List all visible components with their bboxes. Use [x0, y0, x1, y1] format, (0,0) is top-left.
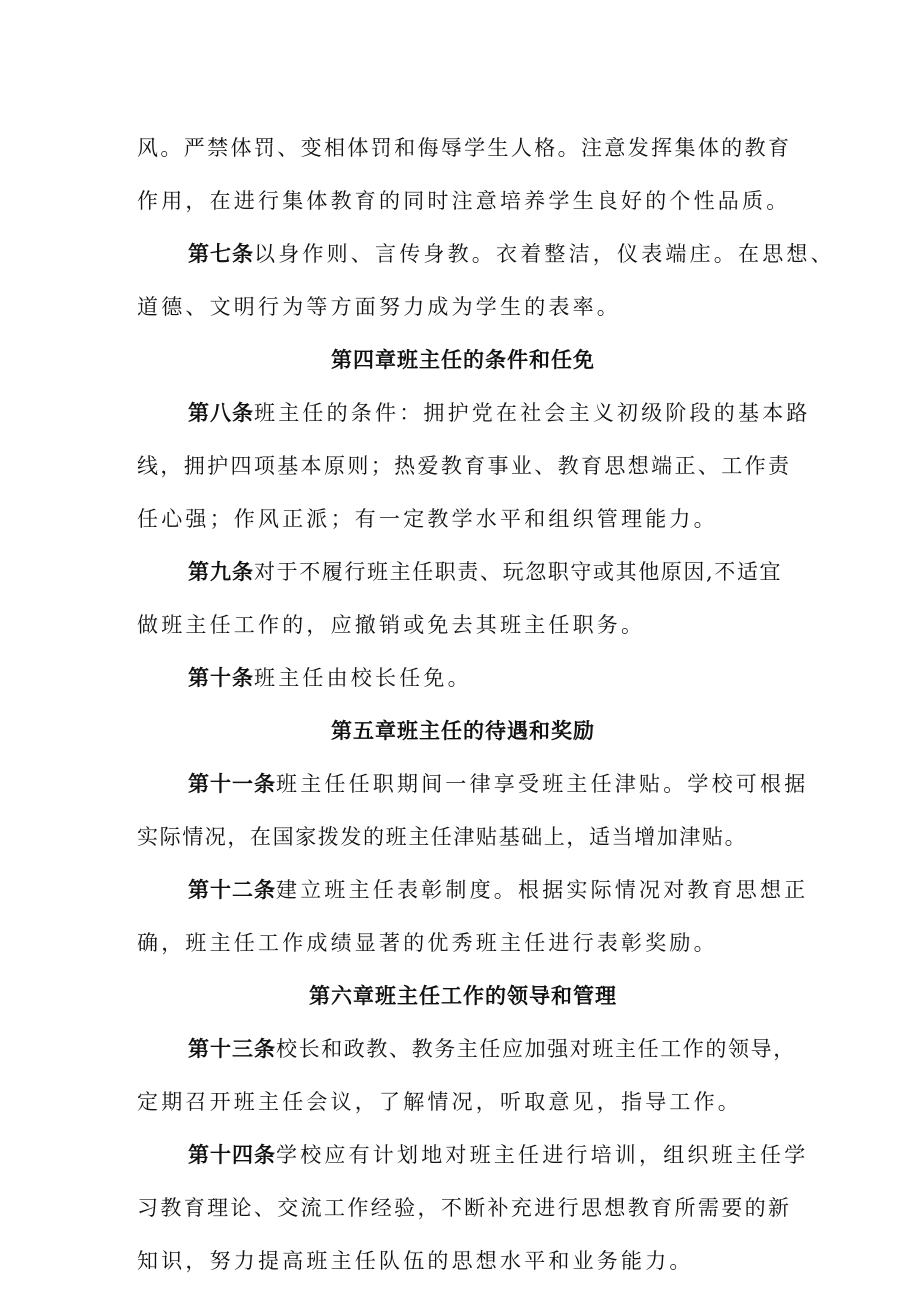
article-10-label: 第十条: [188, 666, 254, 690]
article-9-label: 第九条: [188, 560, 254, 584]
article-8-line: [137, 387, 811, 440]
body-text-line: 做班主任工作的，应撤销或免去其班主任职务。: [137, 613, 646, 637]
article-14-label: 第十四条: [188, 1143, 276, 1167]
article-9-text: 对于不履行班主任职责、玩忽职守或其他原因,不适宜: [254, 560, 783, 584]
body-text-line: 定期召开班主任会议，了解情况，听取意见，指导工作。: [137, 1090, 742, 1114]
article-11-text: 班主任任职期间一律享受班主任津贴。学校可根据: [276, 772, 809, 796]
article-7-line: [137, 228, 835, 281]
body-text-line: 任心强；作风正派；有一定教学水平和组织管理能力。: [137, 507, 718, 531]
body-text-line: 风。严禁体罚、变相体罚和侮辱学生人格。注意发挥集体的教育: [137, 136, 789, 160]
body-text-line: 实际情况，在国家拨发的班主任津贴基础上，适当增加津贴。: [137, 825, 748, 849]
document-page: [137, 122, 835, 1288]
article-12-text: 建立班主任表彰制度。根据实际情况对教育思想正: [276, 878, 809, 902]
article-11-label: 第十一条: [188, 772, 276, 796]
article-12-line: [137, 864, 809, 917]
article-14-text: 学校应有计划地对班主任进行培训，组织班主任学: [276, 1143, 809, 1167]
article-12-label: 第十二条: [188, 878, 276, 902]
article-14-line: [137, 1129, 809, 1182]
article-13-line: [137, 1023, 796, 1076]
chapter-5-heading: 第五章班主任的待遇和奖励: [331, 719, 595, 743]
article-13-text: 校长和政教、教务主任应加强对班主任工作的领导，: [276, 1037, 796, 1061]
article-9-line: [137, 546, 789, 599]
article-8-label: 第八条: [188, 401, 254, 425]
article-7-label: 第七条: [188, 242, 254, 266]
chapter-4-heading: 第四章班主任的条件和任免: [331, 348, 595, 372]
article-10-line: [137, 652, 789, 705]
article-7-text: 以身作则、言传身教。衣着整洁，仪表端庄。在思想、: [254, 242, 835, 266]
body-text-line: 作用，在进行集体教育的同时注意培养学生良好的个性品质。: [137, 189, 791, 213]
body-text-line: 知识，努力提高班主任队伍的思想水平和业务能力。: [137, 1249, 694, 1273]
article-11-line: [137, 758, 809, 811]
article-13-label: 第十三条: [188, 1037, 276, 1061]
body-text-line: 线，拥护四项基本原则；热爱教育事业、教育思想端正、工作责: [137, 454, 789, 478]
article-8-text: 班主任的条件：拥护党在社会主义初级阶段的基本路: [254, 401, 811, 425]
body-text-line: 习教育理论、交流工作经验，不断补充进行思想教育所需要的新: [137, 1196, 789, 1220]
article-10-text: 班主任由校长任免。: [254, 666, 472, 690]
body-text-line: 确，班主任工作成绩显著的优秀班主任进行表彰奖励。: [137, 931, 718, 955]
body-text-line: 道德、文明行为等方面努力成为学生的表率。: [137, 295, 621, 319]
chapter-6-heading: 第六章班主任工作的领导和管理: [309, 984, 617, 1008]
